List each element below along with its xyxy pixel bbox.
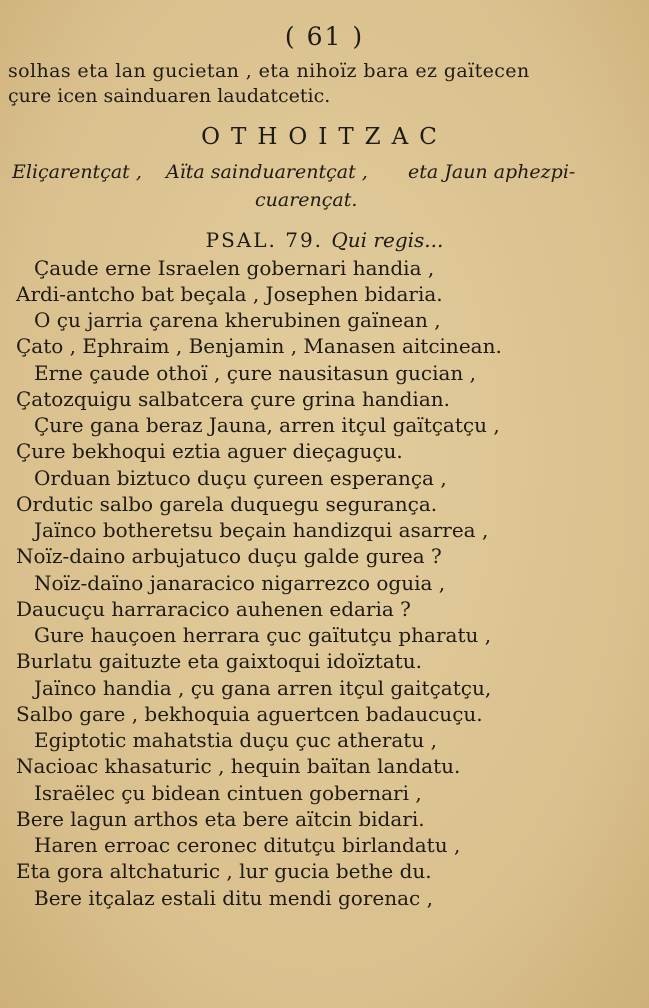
verse-line: Burlatu gaituzte eta gaixtoqui idoïztatu. <box>16 649 423 673</box>
verse-line: O çu jarria çarena kherubinen gaïnean , <box>34 308 441 332</box>
subheading-part: eta Jaun aphezpi- <box>408 161 576 183</box>
verse-line: Daucuçu harraracico auhenen edaria ? <box>16 597 411 621</box>
page-number: ( 61 ) <box>284 22 365 51</box>
verse-line: Israëlec çu bidean cintuen gobernari , <box>34 781 422 805</box>
verse-line: Noïz-daino arbujatuco duçu galde gurea ? <box>16 544 442 568</box>
verse-line: Erne çaude othoï , çure nausitasun gucian , <box>34 361 477 385</box>
verse-line: Çato , Ephraim , Benjamin , Manasen aitcinean. <box>16 334 502 358</box>
verse-line: Salbo gare , bekhoquia aguertcen badaucuçu. <box>16 702 483 726</box>
subheading-part: Eliçarentçat , <box>12 161 142 183</box>
section-heading: OTHOITZAC <box>201 124 448 150</box>
subheading-line: cuarençat. <box>255 189 358 211</box>
verse-line: Jaïnco handia , çu gana arren itçul gaitçatçu, <box>34 676 492 700</box>
verse-line: Eta gora altchaturic , lur gucia bethe du. <box>16 859 432 883</box>
verse-line: Ordutic salbo garela duquegu segurança. <box>16 492 438 516</box>
verse-line: Egiptotic mahatstia duçu çuc atheratu , <box>34 728 437 752</box>
subheading-part: Aïta sainduarentçat , <box>166 161 368 183</box>
verse-line: Çatozquigu salbatcera çure grina handian. <box>16 387 450 411</box>
intro-line: solhas eta lan gucietan , eta nihoïz bara ez gaïtecen <box>8 60 530 82</box>
verse-line: Bere itçalaz estali ditu mendi gorenac , <box>34 886 433 910</box>
verse-line: Çure gana beraz Jauna, arren itçul gaïtçatçu , <box>34 413 500 437</box>
verse-line: Gure hauçoen herrara çuc gaïtutçu pharatu , <box>34 623 492 647</box>
verse-line: Çure bekhoqui eztia aguer dieçaguçu. <box>16 439 403 463</box>
psalm-reference <box>0 228 649 252</box>
verse-line: Ardi-antcho bat beçala , Josephen bidaria. <box>16 282 443 306</box>
intro-line: çure icen sainduaren laudatcetic. <box>8 85 331 107</box>
verse-line: Jaïnco botheretsu beçain handizqui asarrea , <box>34 518 489 542</box>
verse-line: Bere lagun arthos eta bere aïtcin bidari. <box>16 807 425 831</box>
verse-line: Nacioac khasaturic , hequin baïtan landatu. <box>16 754 461 778</box>
verse-line: Çaude erne Israelen gobernari handia , <box>34 256 435 280</box>
verse-line: Orduan biztuco duçu çureen esperança , <box>34 466 447 490</box>
verse-line: Haren erroac ceronec ditutçu birlandatu , <box>34 833 461 857</box>
verse-line: Noïz-daïno janaracico nigarrezco oguia , <box>34 571 446 595</box>
psalm-incipit: Qui regis... <box>331 228 444 252</box>
psalm-label: PSAL. 79. <box>205 228 324 252</box>
